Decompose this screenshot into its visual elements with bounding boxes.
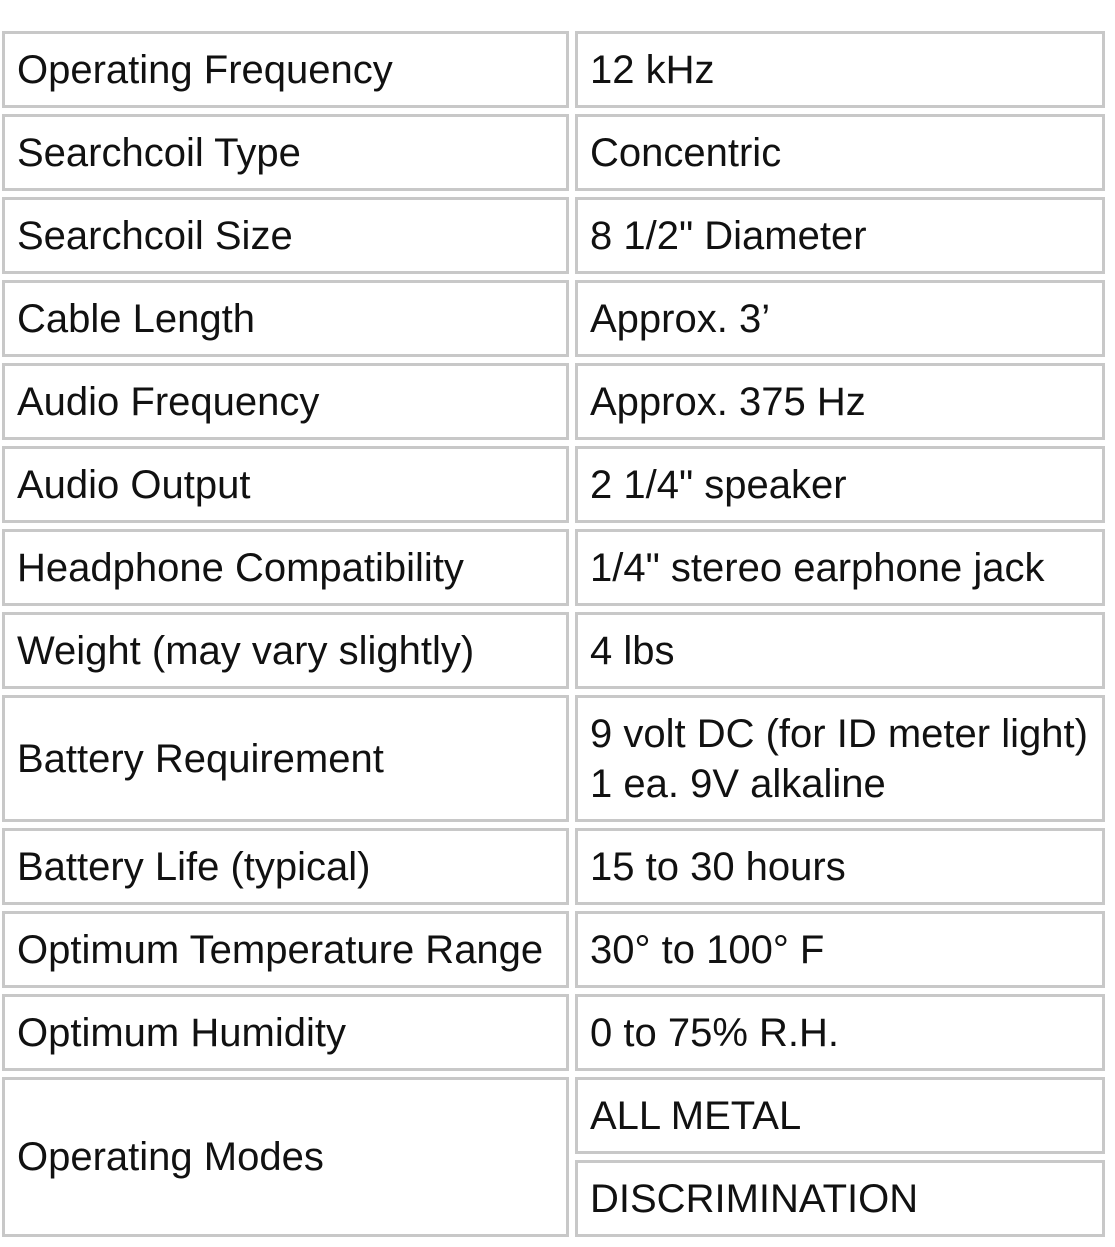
spec-row [2,695,1105,822]
spec-value: 1/4" stereo earphone jack [575,529,1105,606]
spec-label: Weight (may vary slightly) [2,612,569,689]
operating-mode: DISCRIMINATION [575,1160,1105,1237]
spec-row [2,1077,1105,1154]
spec-value: 30° to 100° F [575,911,1105,988]
spec-value-line: 9 volt DC (for ID meter light) [590,711,1088,756]
operating-mode: ALL METAL [575,1077,1105,1154]
spec-value: Approx. 3’ [575,280,1105,357]
spec-row [2,363,1105,440]
spec-row [2,828,1105,905]
spec-value: 8 1/2" Diameter [575,197,1105,274]
spec-row [2,529,1105,606]
spec-label: Battery Requirement [2,695,569,822]
spec-value: 4 lbs [575,612,1105,689]
spec-value [575,695,1105,822]
spec-row [2,114,1105,191]
spec-label: Searchcoil Type [2,114,569,191]
spec-row [2,446,1105,523]
spec-label: Audio Frequency [2,363,569,440]
spec-value: 0 to 75% R.H. [575,994,1105,1071]
spec-label: Searchcoil Size [2,197,569,274]
spec-row [2,994,1105,1071]
spec-label: Cable Length [2,280,569,357]
spec-label: Operating Frequency [2,31,569,108]
spec-row [2,612,1105,689]
spec-label: Battery Life (typical) [2,828,569,905]
spec-value: 2 1/4" speaker [575,446,1105,523]
spec-value: 12 kHz [575,31,1105,108]
spec-label: Operating Modes [2,1077,569,1237]
spec-label: Optimum Temperature Range [2,911,569,988]
spec-value: Approx. 375 Hz [575,363,1105,440]
spec-value-line: 1 ea. 9V alkaline [590,761,886,806]
spec-value: 15 to 30 hours [575,828,1105,905]
spec-value: Concentric [575,114,1105,191]
spec-label: Optimum Humidity [2,994,569,1071]
spec-table [0,25,1111,1243]
spec-row [2,911,1105,988]
spec-row [2,31,1105,108]
spec-row [2,280,1105,357]
spec-label: Audio Output [2,446,569,523]
spec-row [2,197,1105,274]
spec-label: Headphone Compatibility [2,529,569,606]
